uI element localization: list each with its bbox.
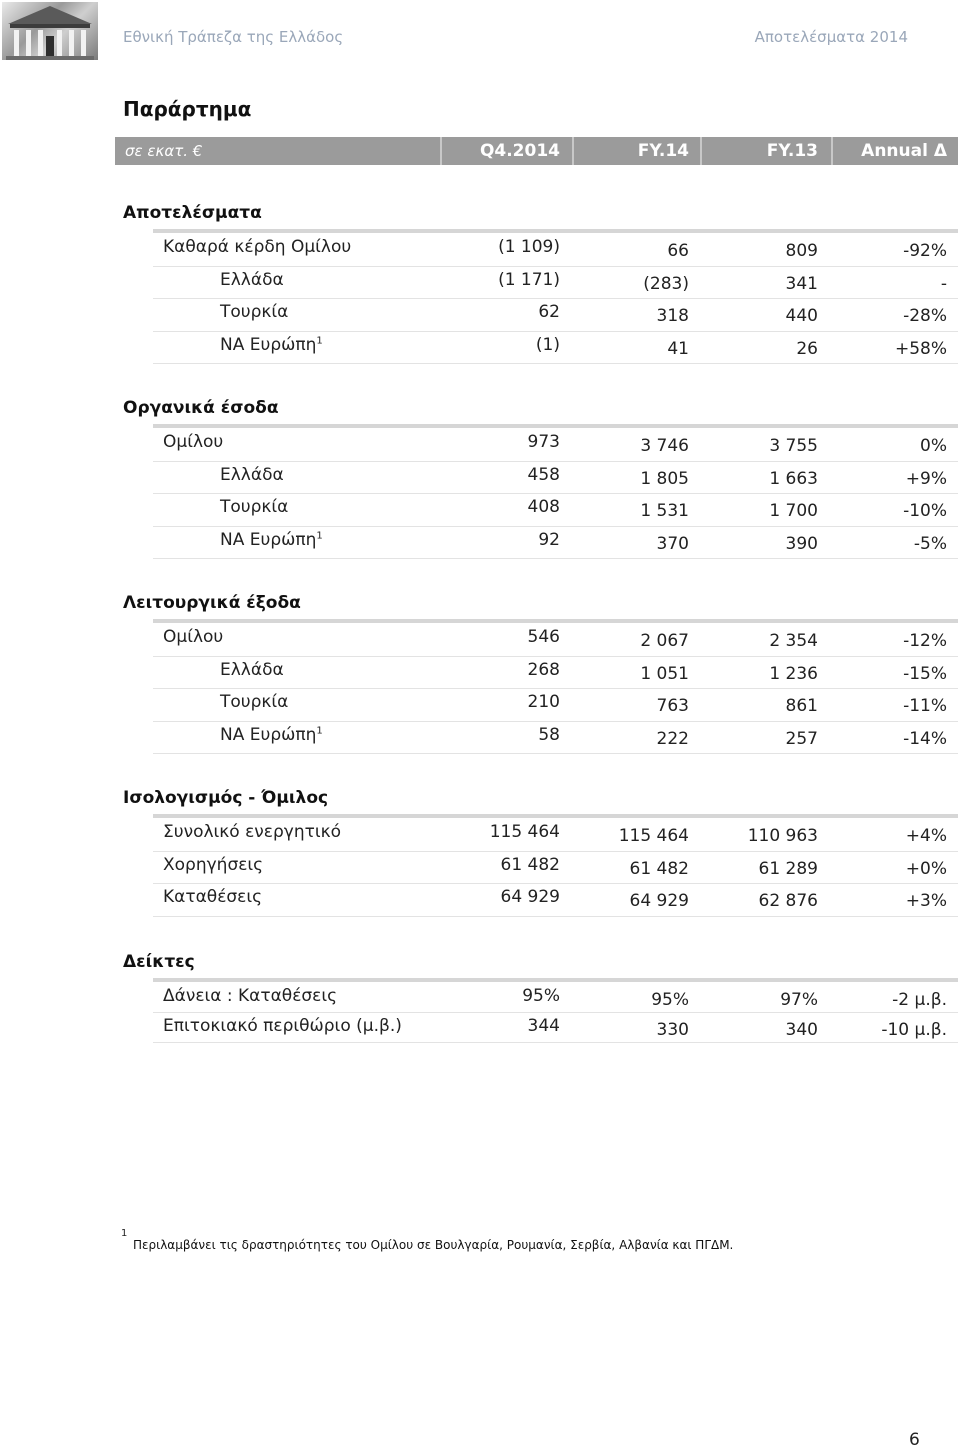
cell-c1: 64 929	[500, 887, 560, 907]
row-label	[163, 822, 341, 842]
column-header-annual-delta: Annual Δ	[861, 141, 947, 161]
bank-name: Εθνική Τράπεζα της Ελλάδος	[123, 28, 344, 46]
table-row	[153, 818, 958, 852]
cell-c2: 370	[656, 533, 689, 554]
table-row	[153, 493, 958, 527]
cell-c3: 1 700	[769, 501, 818, 521]
cell-c1: 58	[538, 724, 560, 745]
cell-c3: 3 755	[769, 436, 818, 456]
column-separator	[440, 137, 442, 165]
column-header-bar	[115, 137, 958, 165]
table-row	[153, 298, 958, 332]
table-row	[153, 883, 958, 917]
column-separator	[572, 137, 574, 165]
row-label	[220, 302, 288, 322]
cell-c4: -5%	[913, 533, 947, 554]
page-number: 6	[909, 1430, 920, 1450]
cell-c2: 64 929	[629, 891, 689, 911]
row-label	[163, 432, 223, 452]
cell-c2: 3 746	[640, 436, 689, 456]
section-title: Ισολογισμός - Όμιλος	[123, 788, 329, 808]
cell-c1: 546	[527, 627, 560, 647]
cell-c2: 66	[667, 241, 689, 261]
cell-c1: 92	[538, 529, 560, 550]
row-label	[163, 237, 351, 257]
cell-c3: 97%	[780, 990, 818, 1010]
row-label-text: Τουρκία	[220, 497, 289, 517]
cell-c1: 95%	[522, 986, 560, 1006]
cell-c1: 268	[527, 659, 560, 680]
row-label	[220, 725, 323, 745]
row-label-text: Χορηγήσεις	[163, 854, 264, 875]
cell-c4: -28%	[903, 306, 947, 326]
cell-c1: 458	[527, 464, 560, 485]
section-title: Οργανικά έσοδα	[123, 398, 279, 418]
cell-c2: 1 805	[640, 468, 689, 489]
section-title: Λειτουργικά έξοδα	[123, 593, 301, 613]
cell-c3: 809	[785, 241, 818, 261]
row-label-text: Ελλάδα	[220, 464, 284, 485]
cell-c4: -12%	[903, 631, 947, 651]
cell-c4: +58%	[894, 338, 947, 359]
section-title: Δείκτες	[123, 952, 195, 972]
row-label-text: Τουρκία	[220, 302, 289, 322]
row-label	[220, 335, 323, 355]
cell-c2: 95%	[651, 990, 689, 1010]
footnote-reference: 1	[316, 529, 323, 541]
table-row	[153, 526, 958, 560]
cell-c2: (283)	[643, 273, 689, 294]
cell-c4: +9%	[905, 468, 947, 489]
cell-c3: 62 876	[758, 891, 818, 911]
cell-c1: 61 482	[500, 854, 560, 875]
row-label	[163, 986, 337, 1006]
row-label-text: Ομίλου	[163, 432, 224, 452]
cell-c2: 330	[656, 1020, 689, 1040]
cell-c3: 390	[785, 533, 818, 554]
cell-c2: 41	[667, 338, 689, 359]
table-row	[153, 461, 958, 495]
cell-c3: 26	[796, 338, 818, 359]
row-label	[163, 887, 262, 907]
row-label-text: ΝΑ Ευρώπη	[220, 724, 317, 745]
unit-label: σε εκατ. €	[125, 142, 203, 160]
row-label-text: Επιτοκιακό περιθώριο (μ.β.)	[163, 1016, 402, 1036]
cell-c2: 222	[656, 728, 689, 749]
cell-c4: -	[940, 273, 947, 294]
cell-c3: 440	[785, 306, 818, 326]
page-title: Παράρτημα	[123, 97, 252, 121]
cell-c3: 341	[785, 273, 818, 294]
footnote-text: Περιλαμβάνει τις δραστηριότητες του Ομίλου σε Βουλγαρία, Ρουμανία, Σερβία, Αλβανία και ΠΓΔΜ.	[133, 1238, 734, 1252]
row-label-text: Συνολικό ενεργητικό	[163, 822, 342, 842]
cell-c4: -15%	[903, 663, 947, 684]
column-header-fy14: FY.14	[637, 141, 689, 161]
table-row	[153, 688, 958, 722]
row-label	[220, 660, 284, 680]
cell-c4: -11%	[903, 696, 947, 716]
cell-c2: 2 067	[640, 631, 689, 651]
cell-c2: 763	[656, 696, 689, 716]
cell-c4: +0%	[905, 858, 947, 879]
row-label-text: Δάνεια : Καταθέσεις	[163, 986, 338, 1006]
cell-c1: 973	[527, 432, 560, 452]
footnote-mark: 1	[121, 1228, 128, 1239]
row-label-text: Καταθέσεις	[163, 887, 263, 907]
row-label-text: Ελλάδα	[220, 659, 284, 680]
cell-c2: 115 464	[618, 826, 689, 846]
cell-c3: 2 354	[769, 631, 818, 651]
footnote-reference: 1	[316, 724, 323, 736]
row-label-text: Ομίλου	[163, 627, 224, 647]
row-label	[220, 692, 288, 712]
cell-c3: 110 963	[747, 826, 818, 846]
table-row	[153, 428, 958, 462]
row-label-text: ΝΑ Ευρώπη	[220, 529, 317, 550]
section-title: Αποτελέσματα	[123, 203, 262, 223]
cell-c1: 62	[538, 302, 560, 322]
row-label	[163, 1016, 402, 1036]
cell-c2: 1 531	[640, 501, 689, 521]
cell-c4: -10%	[903, 501, 947, 521]
cell-c2: 318	[656, 306, 689, 326]
cell-c3: 340	[785, 1020, 818, 1040]
table-row	[153, 331, 958, 365]
cell-c3: 861	[785, 696, 818, 716]
cell-c3: 1 663	[769, 468, 818, 489]
column-header-fy13: FY.13	[766, 141, 818, 161]
cell-c4: -92%	[903, 241, 947, 261]
cell-c2: 61 482	[629, 858, 689, 879]
cell-c4: -14%	[903, 728, 947, 749]
column-separator	[700, 137, 702, 165]
row-label	[163, 855, 263, 875]
bank-building-logo	[2, 2, 98, 60]
table-row	[153, 233, 958, 267]
cell-c1: (1)	[535, 334, 560, 355]
cell-c1: (1 171)	[498, 269, 560, 290]
row-label	[220, 497, 288, 517]
cell-c3: 1 236	[769, 663, 818, 684]
row-label	[220, 465, 284, 485]
table-row	[153, 266, 958, 300]
row-label-text: ΝΑ Ευρώπη	[220, 334, 317, 355]
table-row	[153, 623, 958, 657]
report-title: Αποτελέσματα 2014	[754, 28, 908, 46]
cell-c3: 257	[785, 728, 818, 749]
cell-c4: -2 μ.β.	[892, 990, 947, 1010]
cell-c4: 0%	[920, 436, 947, 456]
table-row	[153, 1012, 958, 1043]
footnote-reference: 1	[316, 334, 323, 346]
table-row	[153, 721, 958, 755]
table-row	[153, 851, 958, 885]
cell-c1: 210	[527, 692, 560, 712]
cell-c1: (1 109)	[498, 237, 560, 257]
row-label	[220, 530, 323, 550]
cell-c3: 61 289	[758, 858, 818, 879]
table-row	[153, 656, 958, 690]
table-row	[153, 982, 958, 1013]
cell-c1: 408	[527, 497, 560, 517]
row-label	[220, 270, 284, 290]
cell-c2: 1 051	[640, 663, 689, 684]
row-label-text: Ελλάδα	[220, 269, 284, 290]
cell-c4: +3%	[905, 891, 947, 911]
column-header-q4-2014: Q4.2014	[479, 141, 560, 161]
row-label-text: Τουρκία	[220, 692, 289, 712]
row-label	[163, 627, 223, 647]
cell-c1: 344	[527, 1016, 560, 1036]
cell-c1: 115 464	[489, 822, 560, 842]
cell-c4: -10 μ.β.	[881, 1020, 947, 1040]
column-separator	[831, 137, 833, 165]
row-label-text: Καθαρά κέρδη Ομίλου	[163, 237, 352, 257]
cell-c4: +4%	[905, 826, 947, 846]
